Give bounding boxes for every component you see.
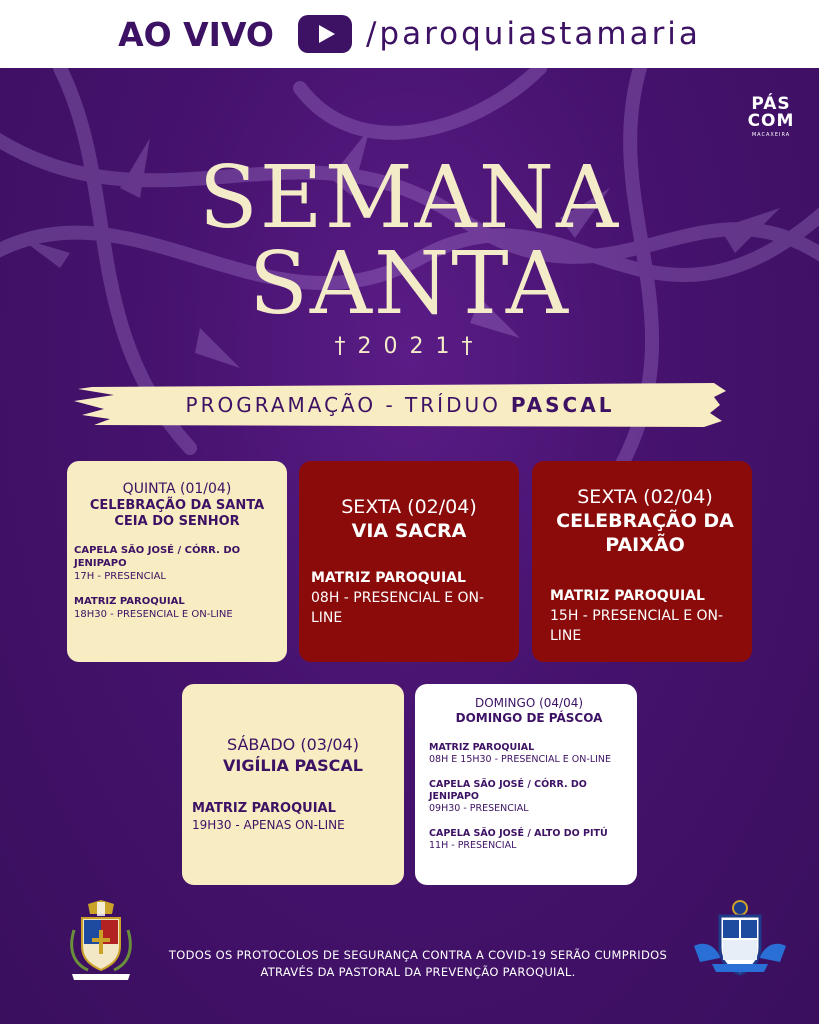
youtube-play-icon[interactable] [298, 15, 352, 53]
pascom-line1: PÁS [751, 94, 791, 114]
card-event: CELEBRAÇÃO DA PAIXÃO [556, 510, 734, 556]
session-location: MATRIZ PAROQUIAL [192, 801, 336, 816]
session-location: MATRIZ PAROQUIAL [74, 596, 185, 607]
session [192, 800, 394, 834]
session-location: MATRIZ PAROQUIAL [429, 742, 535, 753]
title-line-1: SEMANA [198, 148, 621, 248]
session-location: CAPELA SÃO JOSÉ / CÓRR. DO JENIPAPO [429, 779, 587, 802]
card-event: CELEBRAÇÃO DA SANTA CEIA DO SENHOR [89, 498, 265, 529]
session-time: 18H30 - PRESENCIAL E ON-LINE [74, 609, 233, 620]
schedule-card-thursday [67, 461, 287, 662]
card-event: VIGÍLIA PASCAL [222, 756, 363, 775]
session [74, 595, 280, 621]
banner-regular: PROGRAMAÇÃO - TRÍDUO [185, 393, 501, 417]
card-day: SEXTA (02/04) [577, 486, 713, 508]
card-event: VIA SACRA [351, 520, 467, 542]
session-time: 19H30 - APENAS ON-LINE [192, 818, 345, 832]
session [311, 569, 507, 628]
schedule-card-friday-via-sacra [299, 461, 519, 662]
banner-text [74, 381, 726, 429]
session-time: 09H30 - PRESENCIAL [429, 803, 529, 814]
pascom-logo [740, 96, 802, 138]
session-time: 11H - PRESENCIAL [429, 840, 517, 851]
schedule-card-saturday [182, 684, 404, 885]
session-location: CAPELA SÃO JOSÉ / CÓRR. DO JENIPAPO [74, 545, 241, 569]
session-time: 15H - PRESENCIAL E ON-LINE [550, 608, 724, 644]
banner-bold: PASCAL [510, 393, 615, 417]
live-header [0, 0, 819, 68]
title-line-2: SANTA [248, 234, 571, 334]
session-time: 08H E 15H30 - PRESENCIAL E ON-LINE [429, 754, 612, 765]
pascom-line3: MACAXEIRA [751, 132, 791, 138]
session [550, 587, 740, 646]
card-day: DOMINGO (04/04) [474, 696, 584, 710]
parish-coat-of-arms-icon [690, 898, 790, 982]
channel-handle[interactable]: /paroquiastamaria [365, 16, 701, 52]
live-label: AO VIVO [118, 14, 274, 54]
session-location: MATRIZ PAROQUIAL [311, 570, 466, 586]
schedule-card-friday-passion [532, 461, 752, 662]
session-time: 17H - PRESENCIAL [74, 571, 166, 582]
session [429, 828, 629, 852]
card-day: SEXTA (02/04) [341, 496, 477, 518]
card-day: QUINTA (01/04) [122, 481, 232, 497]
title-year: †2021† [334, 334, 485, 359]
pascom-line2: COM [747, 111, 795, 131]
diocese-coat-of-arms-icon [68, 900, 134, 982]
session-location: MATRIZ PAROQUIAL [550, 588, 705, 604]
covid-notice: TODOS OS PROTOCOLOS DE SEGURANÇA CONTRA A COVID-19 SERÃO CUMPRIDOS ATRAVÉS DA PASTORAL DA PREVENÇÃO PAROQUIAL. [168, 948, 668, 979]
card-event: DOMINGO DE PÁSCOA [455, 711, 603, 725]
session-location: CAPELA SÃO JOSÉ / ALTO DO PITÚ [429, 828, 608, 839]
session [429, 779, 629, 815]
card-day: SÁBADO (03/04) [227, 735, 359, 754]
session [74, 544, 280, 583]
session-time: 08H - PRESENCIAL E ON-LINE [311, 590, 485, 626]
schedule-card-sunday [415, 684, 637, 885]
session [429, 742, 629, 766]
